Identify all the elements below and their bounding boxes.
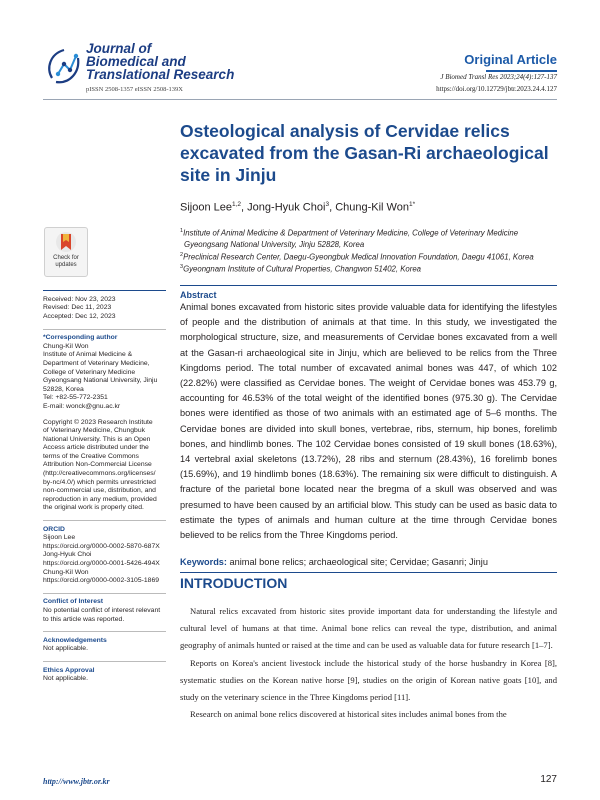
copyright-line: Attribution Non-Commercial License [43, 461, 152, 469]
corresponding-author-line: E-mail: wonck@gnu.ac.kr [43, 402, 121, 410]
author-affiliation-marker: 1* [408, 201, 416, 208]
author-list: Sijoon Lee$^{1,2}$, Jong-Hyuk Choi$^3$, Chung-Kil Won$^{1*}$ [180, 201, 416, 214]
top-divider [43, 99, 557, 100]
dates-block [43, 296, 166, 322]
copyright-line: the original work is properly cited. [43, 504, 144, 512]
copyright-line: of Veterinary Medicine, Chungbuk [43, 427, 146, 435]
author-affiliation-marker: 3 [325, 201, 330, 208]
keywords [180, 557, 557, 567]
journal-logo-icon [44, 44, 84, 86]
page-number: 127 [540, 774, 557, 785]
citation: J Biomed Transl Res 2023;24(4):127-137 [440, 73, 557, 81]
author-name: Sijoon Lee [180, 201, 232, 214]
received-date: Received: Nov 23, 2023 [43, 295, 116, 303]
affiliation-text: Preclinical Research Center, Daegu-Gyeongbuk Medical Innovation Foundation, Daegu 41061, Korea [183, 252, 534, 262]
header-divider [486, 70, 557, 72]
copyright-line: National University. This is an Open [43, 435, 151, 443]
copyright-line: terms of the Creative Commons [43, 452, 139, 460]
copyright-line: Access article distributed under the [43, 444, 149, 452]
affiliation-marker: 3 [180, 264, 184, 271]
corresponding-author-line: College of Veterinary Medicine [43, 368, 136, 376]
acknowledgements-label: Acknowledgements [43, 636, 107, 644]
check-for-updates-button[interactable] [44, 227, 88, 277]
footer-url-link[interactable]: http://www.jbtr.or.kr [43, 777, 110, 786]
doi-link[interactable]: https://doi.org/10.12729/jbtr.2023.24.4.127 [436, 85, 557, 93]
copyright-line: (http://creativecommons.org/licenses/ [43, 470, 156, 478]
orcid-entry: Jong-Hyuk Choi [43, 551, 92, 559]
keywords-label: Keywords: [180, 557, 227, 567]
ethics-text: Not applicable. [43, 675, 88, 683]
check-for-updates-line: updates [55, 262, 77, 268]
paragraph: Reports on Korea's ancient livestock include the historical study of the horse husbandry in Korea [8], systematic studies on the Korean native horse [9], studies on the origin of Korean native goats [10], and study on the veterinary science in the Three Kingdoms period [11]. [180, 657, 557, 703]
article-title: Osteological analysis of Cervidae relics excavated from the Gasan-Ri archaeological site in Jinju [180, 121, 549, 185]
bookmark-icon [45, 230, 87, 256]
orcid-entry[interactable]: https://orcid.org/0000-0002-3105-1869 [43, 577, 160, 585]
orcid-block [43, 526, 166, 586]
paragraph: Natural relics excavated from historic sites provide important data for understanding the lifestyle and cultural level of humans at that time. Animal bone relics can reveal the type, distribution, and animal geography of animals hunted or raised at the time and can be used as valuable data for future research [1–7]. [180, 606, 557, 651]
affiliations [180, 226, 534, 275]
affiliation-marker: 1 [180, 228, 184, 234]
sidebar-divider [43, 329, 166, 330]
affiliation-text: Gyeongsang National University, Jinju 52828, Korea [184, 239, 365, 249]
article-type: Original Article [464, 52, 557, 67]
affiliation [180, 226, 534, 239]
sidebar-divider [43, 520, 166, 521]
article-sidebar [43, 290, 166, 691]
copyright-line: Copyright © 2023 Research Institute [43, 418, 153, 426]
abstract-heading: Abstract [180, 290, 217, 300]
corresponding-author-line: Gyeongsang National University, Jinju [43, 377, 158, 385]
author-name: Jong-Hyuk Choi [247, 201, 326, 214]
affiliation [180, 262, 534, 275]
conflict-line: to this article was reported. [43, 615, 125, 623]
orcid-entry[interactable]: https://orcid.org/0000-0002-5870-687X [43, 542, 160, 550]
journal-name-line: Journal of [86, 41, 152, 56]
introduction-body [180, 603, 557, 723]
paragraph: Research on animal bone relics discovered at historical sites includes animal bones from the [190, 709, 507, 720]
corresponding-author-line: Department of Veterinary Medicine, [43, 359, 150, 367]
author-name: Chung-Kil Won [335, 201, 409, 214]
introduction-heading: INTRODUCTION [180, 575, 288, 591]
sidebar-divider [43, 631, 166, 632]
conflict-label: Conflict of Interest [43, 598, 104, 606]
sidebar-divider [43, 290, 166, 291]
acknowledgements-block [43, 637, 166, 654]
affiliation-text: Institute of Animal Medicine & Department of Veterinary Medicine, College of Veterinary Medicine [183, 228, 519, 238]
copyright-line: non-commercial use, distribution, and [43, 487, 156, 495]
check-for-updates-line: Check for [53, 255, 79, 261]
affiliation-marker: 2 [180, 251, 184, 258]
ethics-label: Ethics Approval [43, 666, 95, 674]
accepted-date: Accepted: Dec 12, 2023 [43, 312, 116, 320]
check-for-updates-label [45, 255, 87, 269]
corresponding-author-line: Chung-Kil Won [43, 342, 89, 350]
conflict-text [43, 607, 166, 624]
sidebar-divider [43, 593, 166, 594]
conflict-line: No potential conflict of interest relevant [43, 606, 161, 614]
affiliation [180, 250, 534, 263]
corresponding-author-block [43, 334, 166, 411]
journal-name-line: Biomedical and [86, 54, 186, 69]
sidebar-divider [43, 661, 166, 662]
orcid-list [43, 534, 166, 586]
ethics-block [43, 667, 166, 684]
copyright-line: by-nc/4.0/) which permits unrestricted [43, 478, 156, 486]
affiliation-text: Gyeongnam Institute of Cultural Properties, Changwon 51402, Korea [183, 264, 422, 274]
revised-date: Revised: Dec 11, 2023 [43, 304, 112, 312]
corresponding-author-line: Institute of Animal Medicine & [43, 351, 133, 359]
corresponding-author-details [43, 343, 166, 412]
abstract-divider [180, 285, 557, 286]
abstract-text: Animal bones excavated from historic sites provide valuable data for identifying the lifestyles of people and the distribution of animals at that time. In this study, we investigated the morphological structure, size, and measurements of Cervidae bones excavated from a well at the Gasan-ri archaeological site in Jinju, which are believed to be relics from the Three Kingdoms period. The total number of excavated animal bones was 447, of which 102 (22.82%) were classified as Cervidae bones. The weight of Cervidae bones was 453.79 g, accounting for 46.53% of the total weight of the identified bones (975.30 g). The Cervidae bones were identified as those of two animals with an estimated age of 5–6 months. The Cervidae bones are divided into skull bones, vertebrae, ribs, sternum, hip bones, forelimb bones, and hindlimb bones. The 102 Cervidae bones consisted of 19 skull bones (18.63%), 14 vertebral axial skeletons (13.72%), 28 ribs and sternum (28.43%), 16 forelimb bones (15.69%), and 19 hindlimb bones (18.63%). The remaining six were difficult to distinguish. A fracture of the parietal bone located near the bregma of a skull was observed and was presumed to have been caused by an artificial blow. This study can be used as basic data to estimate the types of animals and human culture at the time through Cervidae bones believed to be relics from the Three Kingdoms period. [180, 302, 557, 541]
affiliation [180, 239, 534, 250]
copyright-notice [43, 419, 166, 514]
conflict-block [43, 598, 166, 624]
orcid-entry: Chung-Kil Won [43, 568, 89, 576]
corresponding-author-line: 52828, Korea [43, 385, 84, 393]
keywords-divider [180, 572, 557, 573]
issn: pISSN 2508-1357 eISSN 2508-139X [86, 86, 183, 93]
corresponding-author-line: Tel: +82-55-772-2351 [43, 394, 108, 402]
journal-name [86, 42, 234, 81]
keywords-text: animal bone relics; archaeological site; Cervidae; Gasanri; Jinju [229, 557, 488, 567]
journal-name-line: Translational Research [86, 67, 235, 82]
orcid-entry[interactable]: https://orcid.org/0000-0001-5426-494X [43, 560, 160, 568]
copyright-line: reproduction in any medium, provided [43, 495, 157, 503]
corresponding-author-label: *Corresponding author [43, 334, 118, 342]
acknowledgements-text: Not applicable. [43, 645, 88, 653]
orcid-entry: Sijoon Lee [43, 534, 76, 542]
orcid-label: ORCID [43, 525, 65, 533]
author-affiliation-marker: 1,2 [232, 201, 242, 208]
